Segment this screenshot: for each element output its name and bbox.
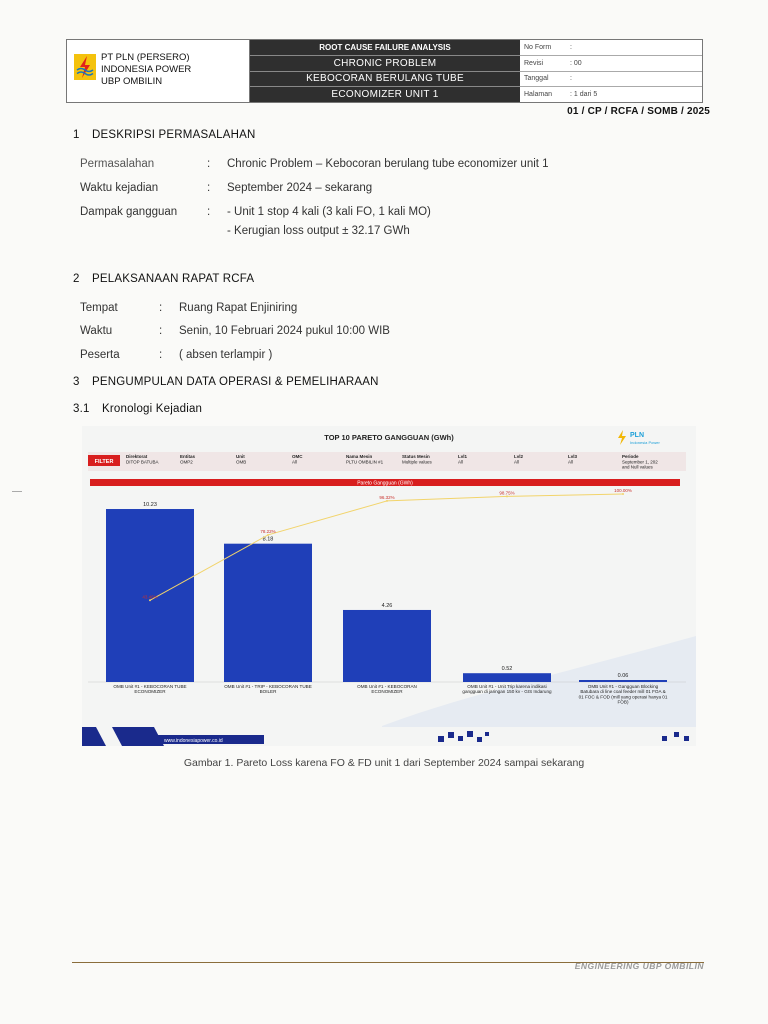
section-number: 1 <box>73 129 80 141</box>
x-tick-label: OMB Unit #1 - TRIP - KEBOCORAN TUBE BOILER <box>224 684 312 695</box>
x-tick-label: OMB Unit #1 - KEBOCORAN TUBE ECONOMIZER <box>113 684 187 695</box>
section-title: Kronologi Kejadian <box>102 403 203 415</box>
meta-key: Halaman <box>524 91 553 99</box>
cumulative-point <box>267 534 269 536</box>
filter-value: DITOP BATUBA <box>126 459 159 465</box>
row-colon: : <box>159 349 163 361</box>
chart-title: TOP 10 PARETO GANGGUAN (GWh) <box>324 433 454 442</box>
filter-key: Periode <box>622 454 639 459</box>
section-1-heading <box>73 129 256 141</box>
row-label: Peserta <box>80 349 120 361</box>
filter-value: PLTU OMBILIN #1 <box>346 459 384 465</box>
pareto-chart <box>82 426 696 746</box>
cumulative-point <box>149 599 151 601</box>
section-number: 3.1 <box>73 403 90 415</box>
bar <box>579 680 667 682</box>
meta-value: : 1 dari 5 <box>570 91 598 99</box>
cumulative-label: 78.22% <box>260 528 276 534</box>
filter-key: Lvl2 <box>514 454 524 459</box>
row-value: September 2024 – sekarang <box>227 182 373 194</box>
section-3-1-heading <box>73 403 202 415</box>
row-colon: : <box>159 325 163 337</box>
row-label: Permasalahan <box>80 158 155 170</box>
cumulative-label: 96.32% <box>379 494 395 500</box>
doc-title-line: ECONOMIZER UNIT 1 <box>331 89 439 101</box>
filter-key: Direktorat <box>126 454 148 459</box>
row-label: Waktu kejadian <box>80 182 159 194</box>
row-value-extra: - Kerugian loss output ± 32.17 GWh <box>227 225 410 237</box>
company-line: PT PLN (PERSERO) <box>101 52 190 63</box>
filter-key: Lvl3 <box>568 454 578 459</box>
brand-subtitle: Indonesia Power <box>630 440 660 445</box>
bar <box>343 610 431 682</box>
header-company-cell <box>67 40 250 102</box>
doc-title-line: KEBOCORAN BERULANG TUBE <box>250 72 520 88</box>
row-value: ( absen terlampir ) <box>179 349 273 361</box>
filter-key: Lvl1 <box>458 454 468 459</box>
filter-key: Unit <box>236 454 245 459</box>
document-number: 01 / CP / RCFA / SOMB / 2025 <box>567 106 710 117</box>
section-title: DESKRIPSI PERMASALAHAN <box>92 129 256 141</box>
bar-value-label: 8.18 <box>262 536 274 543</box>
filter-value: OMP2 <box>180 459 193 465</box>
pareto-chart-svg <box>82 426 696 746</box>
filter-value: All <box>568 459 574 465</box>
x-tick-label: OMB Unit #1 - Gangguan Blocking Batubara di line coal feeder mill 01 FOA & 01 FOC & FOD (mill yang operasi hanya 01 FOB) <box>578 684 668 705</box>
filter-key: Nama Mesin <box>346 454 373 459</box>
row-label: Tempat <box>80 302 118 314</box>
section-title: PENGUMPULAN DATA OPERASI & PEMELIHARAAN <box>92 376 379 388</box>
header-meta-cell <box>520 40 702 102</box>
problem-row <box>80 158 154 170</box>
margin-mark <box>12 491 22 492</box>
meta-key: No Form <box>524 43 552 51</box>
filter-key: OMC <box>292 454 303 459</box>
website-url: www.indonesiapower.co.id <box>164 738 223 744</box>
meta-row: Tanggal : <box>520 72 702 88</box>
x-tick-label: OMB Unit #1 - KEBOCORAN ECONOMIZER <box>357 684 417 695</box>
figure-caption: Gambar 1. Pareto Loss karena FO & FD unit 1 dari September 2024 sampai sekarang <box>183 757 585 769</box>
cumulative-label: 43.46% <box>142 594 158 600</box>
cumulative-point <box>622 493 624 495</box>
filter-value: All <box>514 459 520 465</box>
cumulative-label: 98.75% <box>499 490 515 496</box>
meta-key: Revisi <box>524 59 544 67</box>
filter-label: FILTER <box>94 459 114 465</box>
filter-value: September 1, 202 and Null values <box>622 459 658 470</box>
row-value: Senin, 10 Februari 2024 pukul 10:00 WIB <box>179 325 390 337</box>
footer-text: ENGINEERING UBP OMBILIN <box>574 961 704 971</box>
section-3-heading <box>73 376 379 388</box>
bar-value-label: 10.23 <box>143 502 157 509</box>
filter-value: All <box>458 459 464 465</box>
x-tick-label: OMB Unit #1 - Unit Trip karena indikasi gangguan di jaringan 150 kv - GIS Indarung <box>462 684 552 695</box>
filter-strip <box>88 452 686 471</box>
row-value: Ruang Rapat Enjiniring <box>179 302 298 314</box>
section-title: PELAKSANAAN RAPAT RCFA <box>92 273 255 285</box>
filter-key: Entitas <box>180 454 196 459</box>
row-label: Dampak gangguan <box>80 206 178 218</box>
company-name <box>101 52 191 88</box>
doc-title-line: CHRONIC PROBLEM <box>250 56 520 72</box>
section-number: 2 <box>73 273 80 285</box>
section-number: 3 <box>73 376 80 388</box>
bar-value-label: 0.52 <box>501 666 513 673</box>
filter-key: Status Mesin <box>402 454 430 459</box>
chart-subtitle: Pareto Gangguan (GWh) <box>357 480 413 487</box>
row-value: Chronic Problem – Kebocoran berulang tube economizer unit 1 <box>227 158 549 170</box>
bar-value-label: 4.26 <box>381 602 393 609</box>
header-title-cell <box>250 40 520 102</box>
company-line: INDONESIA POWER <box>101 64 192 75</box>
row-colon: : <box>159 302 163 314</box>
section-2-heading <box>73 273 254 285</box>
meta-row <box>520 56 702 72</box>
cumulative-label: 100.00% <box>614 488 632 493</box>
brand-name: PLN <box>630 432 644 439</box>
doc-title-line: ROOT CAUSE FAILURE ANALYSIS <box>250 40 520 56</box>
bar-value-label: 0.06 <box>617 673 629 679</box>
row-colon: : <box>207 182 211 194</box>
bar <box>463 673 551 682</box>
meta-value: : 00 <box>570 59 582 67</box>
filter-value: All <box>292 459 298 465</box>
meta-row <box>520 87 702 102</box>
meta-key: Tanggal <box>524 75 549 83</box>
filter-value: Multiple values <box>402 459 432 465</box>
cumulative-point <box>386 500 388 502</box>
header-table <box>66 39 703 103</box>
row-label: Waktu <box>80 325 113 337</box>
pln-logo-icon <box>74 54 96 80</box>
company-line: UBP OMBILIN <box>101 76 163 87</box>
bar <box>224 544 312 682</box>
filter-value: OMB <box>236 459 247 465</box>
row-colon: : <box>207 158 211 170</box>
meta-row: No Form : <box>520 40 702 56</box>
cumulative-point <box>506 495 508 497</box>
row-colon: : <box>207 206 211 218</box>
row-value: - Unit 1 stop 4 kali (3 kali FO, 1 kali MO) <box>227 206 431 218</box>
